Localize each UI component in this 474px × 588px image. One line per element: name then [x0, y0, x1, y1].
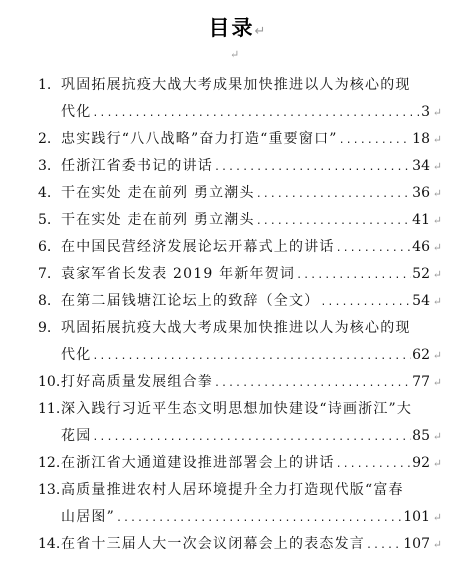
toc-entry[interactable] [0, 450, 474, 477]
toc-text-with-leader [61, 531, 430, 559]
paragraph-mark-icon: ↵ [432, 430, 442, 443]
toc-title: 干在实处 走在前列 勇立潮头 [61, 185, 255, 201]
toc-page-number[interactable]: 36 [412, 185, 430, 201]
toc-title: 在中国民营经济发展论坛开幕式上的讲话 [61, 239, 335, 255]
toc-leader-dots [320, 289, 411, 316]
toc-entry[interactable] [0, 531, 474, 558]
toc-leader-dots [92, 424, 411, 451]
toc-page-number[interactable]: 85 [412, 428, 430, 444]
toc-page-number[interactable]: 41 [412, 212, 430, 228]
paragraph-mark-icon: ↵ [432, 295, 442, 308]
toc-page-number[interactable]: 34 [412, 158, 430, 174]
page-title [0, 14, 474, 46]
toc-page-number[interactable]: 18 [412, 131, 430, 147]
toc-entry[interactable] [0, 180, 474, 207]
toc-line [0, 450, 474, 477]
toc-entry[interactable] [0, 207, 474, 234]
toc-page-number[interactable]: 107 [403, 536, 430, 552]
toc-entry[interactable] [0, 153, 474, 180]
toc-number: 3. [38, 158, 52, 174]
toc-title: 巩固拓展抗疫大战大考成果加快推进以人为核心的现 [61, 77, 411, 93]
toc-entry[interactable] [0, 369, 474, 396]
toc-text-with-leader [61, 126, 430, 154]
toc-leader-dots [92, 100, 420, 127]
toc-title: 深入践行习近平生态文明思想加快建设“诗画浙江”大 [61, 401, 413, 417]
paragraph-mark-icon: ↵ [432, 106, 442, 119]
paragraph-mark-icon: ↵ [432, 457, 442, 470]
toc-title: 花园 [61, 428, 92, 444]
toc-line [0, 504, 474, 531]
toc-entry[interactable] [0, 396, 474, 450]
toc-number: 12. [38, 455, 61, 471]
toc-leader-dots [296, 262, 411, 289]
toc-leader-dots [336, 235, 412, 262]
toc-entry[interactable] [0, 234, 474, 261]
toc-title: 任浙江省委书记的讲话 [61, 158, 213, 174]
toc-text-with-leader [61, 207, 430, 235]
toc-title: 巩固拓展抗疫大战大考成果加快推进以人为核心的现 [61, 320, 411, 336]
toc-title: 高质量推进农村人居环境提升全力打造现代版“富春 [61, 482, 404, 498]
toc-leader-dots [336, 451, 412, 478]
toc-entry[interactable] [0, 261, 474, 288]
toc-text-with-leader [61, 504, 430, 532]
toc-leader-dots [116, 505, 402, 532]
toc-page-number[interactable]: 3 [421, 104, 430, 120]
paragraph-mark-icon: ↵ [432, 538, 442, 551]
toc-number: 14. [38, 536, 61, 552]
toc-line [0, 288, 474, 315]
toc-page-number[interactable]: 77 [412, 374, 430, 390]
toc-text-with-leader [61, 234, 430, 262]
toc-title: 在第二届钱塘江论坛上的致辞（全文） [61, 293, 320, 309]
toc-number: 4. [38, 185, 52, 201]
toc-text-with-leader [61, 450, 430, 478]
toc-entry[interactable] [0, 288, 474, 315]
toc-line [0, 342, 474, 369]
toc-text-with-leader [61, 342, 430, 370]
toc-page-number[interactable]: 101 [403, 509, 430, 525]
toc-number: 9. [38, 320, 52, 336]
toc-page-number[interactable]: 54 [412, 293, 430, 309]
paragraph-mark-icon: ↵ [432, 511, 442, 524]
toc-text-with-leader [61, 180, 430, 208]
toc-number: 5. [38, 212, 52, 228]
toc-line [0, 126, 474, 153]
toc-page-number[interactable]: 46 [412, 239, 430, 255]
toc-title: 打好高质量发展组合拳 [61, 374, 213, 390]
paragraph-mark-icon: ↵ [432, 214, 442, 227]
toc-number: 7. [38, 266, 52, 282]
toc-leader-dots [256, 181, 411, 208]
paragraph-mark-icon: ↵ [254, 24, 266, 39]
toc-title: 在省十三届人大一次会议闭幕会上的表态发言 [61, 536, 365, 552]
toc-text-with-leader [61, 369, 430, 397]
toc-text-with-leader [61, 288, 430, 316]
toc-leader-dots [256, 208, 411, 235]
toc-number: 1. [38, 77, 52, 93]
table-of-contents [0, 72, 474, 558]
toc-leader-dots [214, 370, 411, 397]
toc-line [0, 234, 474, 261]
toc-leader-dots [366, 532, 402, 559]
toc-line [0, 396, 474, 423]
toc-line [0, 369, 474, 396]
paragraph-mark-icon: ↵ [230, 48, 240, 61]
paragraph-mark-icon: ↵ [432, 376, 442, 389]
toc-entry[interactable] [0, 72, 474, 126]
toc-line [0, 180, 474, 207]
toc-number: 13. [38, 482, 61, 498]
paragraph-mark-icon: ↵ [432, 187, 442, 200]
toc-line [0, 99, 474, 126]
toc-page-number[interactable]: 92 [412, 455, 430, 471]
toc-leader-dots [92, 343, 411, 370]
toc-text-with-leader [61, 423, 430, 451]
toc-number: 6. [38, 239, 52, 255]
toc-title: 干在实处 走在前列 勇立潮头 [61, 212, 255, 228]
toc-entry[interactable] [0, 315, 474, 369]
toc-line [0, 423, 474, 450]
toc-page-number[interactable]: 52 [412, 266, 430, 282]
toc-title: 山居图” [61, 509, 115, 525]
toc-leader-dots [214, 154, 411, 181]
toc-leader-dots [339, 127, 412, 154]
toc-line [0, 72, 474, 99]
toc-line [0, 153, 474, 180]
title-text: 目录 [208, 16, 255, 40]
toc-line [0, 207, 474, 234]
paragraph-mark-icon: ↵ [432, 241, 442, 254]
toc-title: 袁家军省长发表 2019 年新年贺词 [61, 266, 296, 282]
paragraph-mark-icon: ↵ [432, 349, 442, 362]
toc-number: 10. [38, 374, 61, 390]
toc-text-with-leader [61, 261, 430, 289]
toc-line [0, 315, 474, 342]
toc-text-with-leader [61, 153, 430, 181]
toc-title: 在浙江省大通道建设推进部署会上的讲话 [61, 455, 335, 471]
toc-line [0, 477, 474, 504]
toc-text-with-leader [61, 99, 430, 127]
toc-entry[interactable] [0, 126, 474, 153]
toc-page-number[interactable]: 62 [412, 347, 430, 363]
toc-number: 2. [38, 131, 52, 147]
paragraph-mark-icon: ↵ [432, 160, 442, 173]
toc-line [0, 261, 474, 288]
toc-number: 11. [38, 401, 61, 417]
toc-number: 8. [38, 293, 52, 309]
toc-title: 代化 [61, 347, 92, 363]
toc-title: 代化 [61, 104, 92, 120]
toc-entry[interactable] [0, 477, 474, 531]
toc-title: 忠实践行“八八战略”奋力打造“重要窗口” [61, 131, 338, 147]
toc-line [0, 531, 474, 558]
paragraph-mark-icon: ↵ [432, 268, 442, 281]
paragraph-mark-icon: ↵ [432, 133, 442, 146]
